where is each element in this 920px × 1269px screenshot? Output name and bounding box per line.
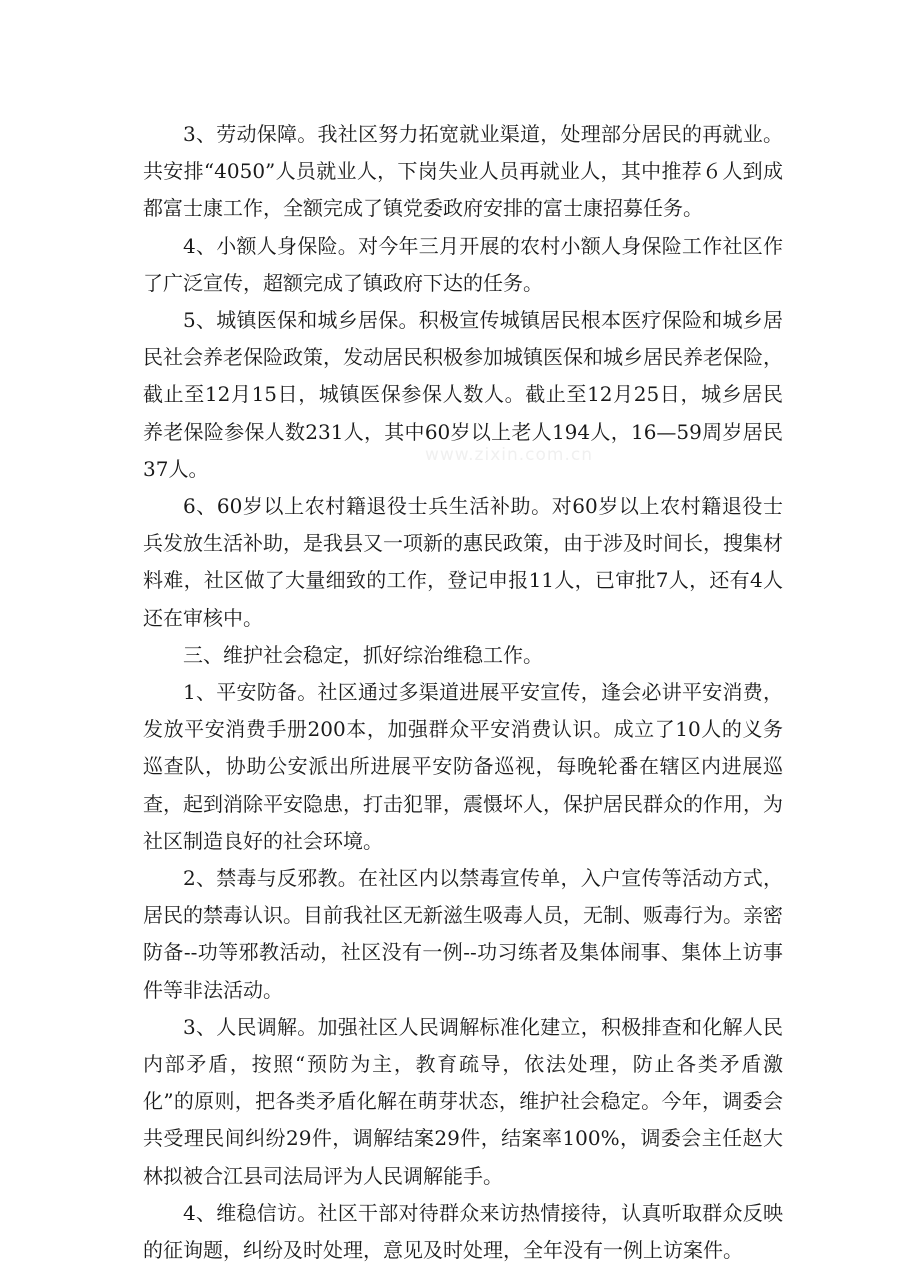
paragraph-petition: 4、维稳信访。社区干部对待群众来访热情接待，认真听取群众反映的征询题，纠纷及时处理，意见及时处理，全年没有一例上访案件。 bbox=[143, 1200, 783, 1263]
paragraph-anti-drug: 2、禁毒与反邪教。在社区内以禁毒宣传单，入户宣传等活动方式，居民的禁毒认识。目前我社区无新滋生吸毒人员，无制、贩毒行为。亲密防备--功等邪教活动，社区没有一例--功习练者及集体闹事、集体上访事件等非法活动。 bbox=[143, 866, 783, 1002]
watermark: www.zixin.com.cn bbox=[425, 445, 593, 465]
paragraph-labor-security: 3、劳动保障。我社区努力拓宽就业渠道，处理部分居民的再就业。共安排“4050”人员就业人，下岗失业人员再就业人，其中推荐６人到成都富士康工作，全额完成了镇党委政府安排的富士康招募任务。 bbox=[143, 122, 783, 221]
document-body bbox=[143, 116, 783, 1269]
paragraph-veteran-subsidy: 6、60岁以上农村籍退役士兵生活补助。对60岁以上农村籍退役士兵发放生活补助，是我县又一项新的惠民政策，由于涉及时间长，搜集材料难，社区做了大量细致的工作，登记申报11人，已审批7人，还有4人还在审核中。 bbox=[143, 494, 783, 630]
paragraph-medical-pension: 5、城镇医保和城乡居保。积极宣传城镇居民根本医疗保险和城乡居民社会养老保险政策，发动居民积极参加城镇医保和城乡居民养老保险，截止至12月15日，城镇医保参保人数人。截止至12月25日，城乡居民养老保险参保人数231人，其中60岁以上老人194人，16—59周岁居民37人。 bbox=[143, 308, 783, 481]
paragraph-small-insurance: 4、小额人身保险。对今年三月开展的农村小额人身保险工作社区作了广泛宣传，超额完成了镇政府下达的任务。 bbox=[143, 233, 783, 295]
section-heading-stability: 三、维护社会稳定，抓好综治维稳工作。 bbox=[183, 642, 543, 667]
paragraph-safety-prevention: 1、平安防备。社区通过多渠道进展平安宣传，逢会必讲平安消费，发放平安消费手册200本，加强群众平安消费认识。成立了10人的义务巡查队，协助公安派出所进展平安防备巡视，每晚轮番在辖区内进展巡查，起到消除平安隐患，打击犯罪，震慑坏人，保护居民群众的作用，为社区制造良好的社会环境。 bbox=[143, 680, 783, 853]
paragraph-mediation: 3、人民调解。加强社区人民调解标准化建立，积极排查和化解人民内部矛盾，按照“预防为主，教育疏导，依法处理，防止各类矛盾激化”的原则，把各类矛盾化解在萌芽状态，维护社会稳定。今年，调委会共受理民间纠纷29件，调解结案29件，结案率100%，调委会主任赵大林拟被合江县司法局评为人民调解能手。 bbox=[143, 1014, 783, 1188]
